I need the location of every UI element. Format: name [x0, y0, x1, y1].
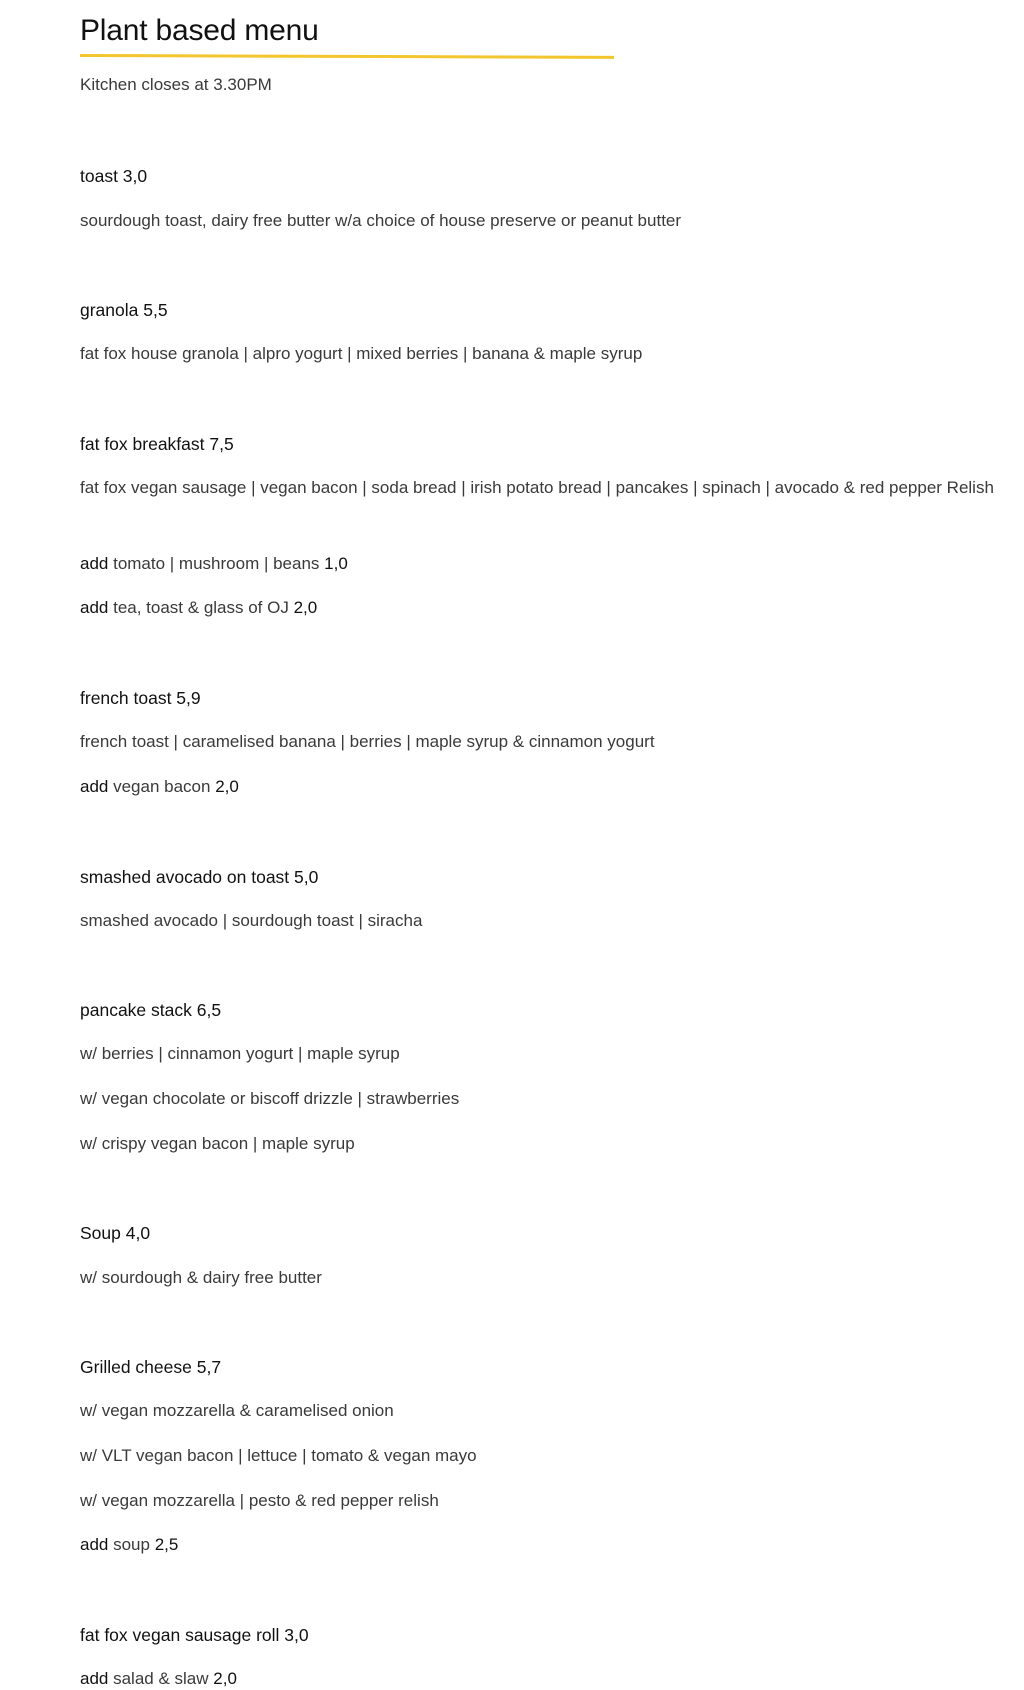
item-heading-soup: Soup 4,0 [80, 1223, 151, 1243]
addon-keyword: add [80, 598, 109, 617]
addon-text: tomato | mushroom | beans [108, 554, 325, 573]
addon-text: soup [108, 1535, 155, 1554]
addon-price: 2,5 [154, 1535, 179, 1554]
item-heading-french-toast: french toast 5,9 [80, 688, 201, 708]
item-desc-smashed-avocado: smashed avocado | sourdough toast | siracha [80, 911, 423, 930]
addon-keyword: add [80, 554, 109, 573]
item-desc-soup: w/ sourdough & dairy free butter [80, 1268, 322, 1287]
item-desc-grilled-cheese-1: w/ vegan mozzarella & caramelised onion [80, 1401, 394, 1420]
item-heading-granola: granola 5,5 [80, 300, 168, 320]
addon-keyword: add [80, 1669, 109, 1688]
item-desc-granola: fat fox house granola | alpro yogurt | mixed berries | banana & maple syrup [80, 344, 643, 363]
item-desc-grilled-cheese-3: w/ vegan mozzarella | pesto & red pepper relish [80, 1491, 439, 1510]
addon-price: 1,0 [324, 554, 348, 573]
addon-row [80, 1534, 178, 1556]
item-heading-sausage-roll: fat fox vegan sausage roll 3,0 [80, 1625, 309, 1645]
title-underline [80, 54, 614, 59]
addon-row [80, 776, 239, 798]
item-heading-pancake-stack: pancake stack 6,5 [80, 1000, 222, 1020]
addon-price: 2,0 [213, 1669, 237, 1688]
item-desc-fat-fox-breakfast: fat fox vegan sausage | vegan bacon | soda bread | irish potato bread | pancakes | spinach | avocado & red pepper Relish [80, 478, 994, 497]
item-desc-french-toast: french toast | caramelised banana | berries | maple syrup & cinnamon yogurt [80, 732, 655, 751]
addon-text: vegan bacon [108, 777, 216, 796]
item-heading-toast: toast 3,0 [80, 166, 148, 186]
addon-price: 2,0 [293, 598, 318, 617]
addon-text: tea, toast & glass of OJ [108, 598, 294, 617]
addon-row [80, 597, 317, 619]
item-desc-pancake-stack-2: w/ vegan chocolate or biscoff drizzle | strawberries [80, 1089, 460, 1108]
addon-keyword: add [80, 1535, 109, 1554]
item-heading-smashed-avocado: smashed avocado on toast 5,0 [80, 867, 319, 887]
item-desc-toast: sourdough toast, dairy free butter w/a choice of house preserve or peanut butter [80, 211, 682, 230]
kitchen-hours: Kitchen closes at 3.30PM [80, 75, 272, 94]
addon-row [80, 553, 348, 575]
page-title: Plant based menu [80, 14, 319, 47]
addon-keyword: add [80, 777, 109, 796]
addon-text: salad & slaw [108, 1669, 214, 1688]
item-heading-fat-fox-breakfast: fat fox breakfast 7,5 [80, 434, 234, 454]
addon-price: 2,0 [215, 777, 239, 796]
item-desc-pancake-stack-1: w/ berries | cinnamon yogurt | maple syrup [80, 1044, 400, 1063]
item-heading-grilled-cheese: Grilled cheese 5,7 [80, 1357, 222, 1377]
item-desc-pancake-stack-3: w/ crispy vegan bacon | maple syrup [80, 1134, 355, 1153]
addon-row [80, 1668, 237, 1690]
item-desc-grilled-cheese-2: w/ VLT vegan bacon | lettuce | tomato & vegan mayo [80, 1446, 477, 1465]
